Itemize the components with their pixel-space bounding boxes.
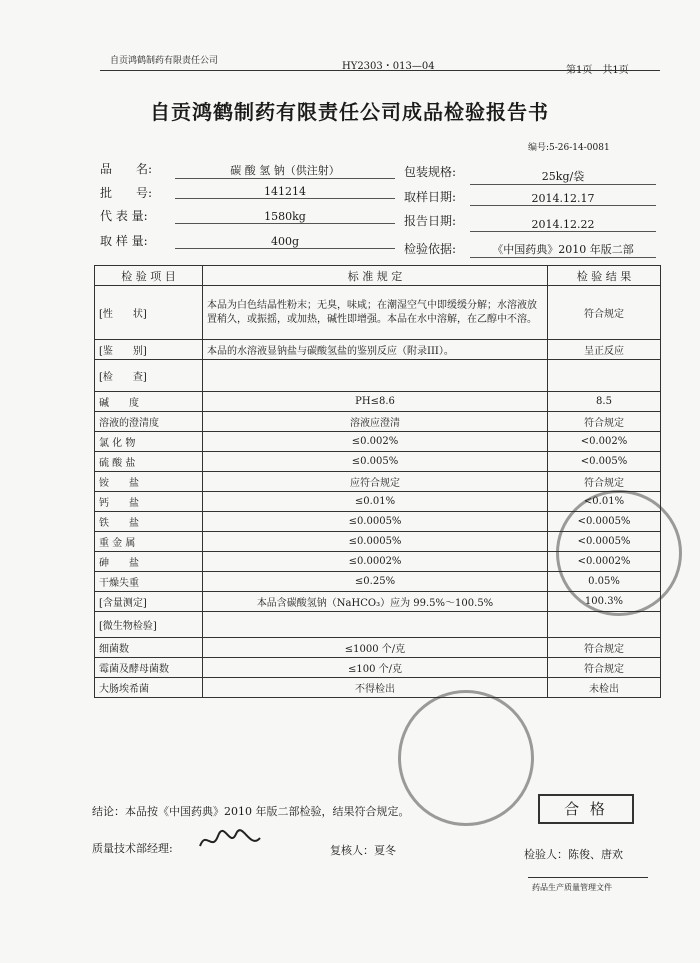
basis-value: 《中国药典》2010 年版二部: [470, 241, 656, 258]
report-date-value: 2014.12.22: [470, 218, 656, 232]
row-result: [548, 612, 661, 638]
row-standard: 本品含碳酸氢钠（NaHCO₃）应为 99.5%～100.5%: [203, 592, 548, 612]
row-item: [微生物检验]: [95, 612, 203, 638]
sample-date-value: 2014.12.17: [470, 192, 656, 206]
batch-label: 批 号:: [100, 186, 153, 200]
footer-text: 药品生产质量管理文件: [532, 883, 612, 892]
document-number: 编号:5-26-14-0081: [528, 143, 610, 153]
row-result: 符合规定: [548, 412, 661, 432]
quality-seal: [398, 690, 534, 826]
row-item: 霉菌及酵母菌数: [95, 658, 203, 678]
row-item: [含量测定]: [95, 592, 203, 612]
row-standard: ≤0.002%: [203, 432, 548, 452]
row-item: 铵 盐: [95, 472, 203, 492]
row-result: 符合规定: [548, 638, 661, 658]
product-value: 碳 酸 氢 钠（供注射）: [175, 162, 395, 179]
row-result: <0.0005%: [548, 532, 661, 552]
row-item: 大肠埃希菌: [95, 678, 203, 698]
row-result: <0.005%: [548, 452, 661, 472]
row-item: 干燥失重: [95, 572, 203, 592]
row-standard: 应符合规定: [203, 472, 548, 492]
conclusion-text: 结论：本品按《中国药典》2010 年版二部检验，结果符合规定。: [92, 805, 410, 818]
column-header-standard: 标 准 规 定: [203, 266, 548, 286]
sample-date-label: 取样日期:: [404, 190, 457, 204]
row-standard: 不得检出: [203, 678, 548, 698]
company-seal: [556, 490, 682, 616]
qualified-stamp: 合 格: [538, 794, 634, 824]
row-item: 碱 度: [95, 392, 203, 412]
table-row: [95, 286, 661, 340]
row-result: <0.0005%: [548, 512, 661, 532]
table-row: [95, 432, 661, 452]
row-result: <0.002%: [548, 432, 661, 452]
row-standard: ≤0.01%: [203, 492, 548, 512]
row-item: 钙 盐: [95, 492, 203, 512]
table-row: [95, 392, 661, 412]
table-row: [95, 678, 661, 698]
pack-label: 包装规格:: [404, 165, 457, 179]
pack-value: 25kg/袋: [470, 168, 656, 185]
row-result: 符合规定: [548, 658, 661, 678]
row-item: 氯 化 物: [95, 432, 203, 452]
row-result: 符合规定: [548, 286, 661, 340]
row-standard: [203, 360, 548, 392]
column-header-item: 检 验 项 目: [95, 266, 203, 286]
page-title: 自贡鸿鹤制药有限责任公司成品检验报告书: [150, 100, 549, 124]
header-company: 自贡鸿鹤制药有限责任公司: [110, 56, 219, 66]
row-item: [检 查]: [95, 360, 203, 392]
row-result: 0.05%: [548, 572, 661, 592]
row-result: <0.01%: [548, 492, 661, 512]
product-label: 品 名:: [100, 162, 153, 176]
basis-label: 检验依据:: [404, 242, 457, 256]
row-item: 溶液的澄清度: [95, 412, 203, 432]
header-page-number: 第1页 共1页: [566, 65, 629, 76]
table-row: [95, 472, 661, 492]
header-divider: [100, 70, 660, 71]
row-result: [548, 360, 661, 392]
footer-divider: [528, 877, 648, 878]
table-row: [95, 612, 661, 638]
row-standard: ≤0.25%: [203, 572, 548, 592]
signature-scrawl: [196, 826, 266, 854]
row-item: 铁 盐: [95, 512, 203, 532]
row-standard: ≤0.005%: [203, 452, 548, 472]
report-date-label: 报告日期:: [404, 214, 457, 228]
row-result: 8.5: [548, 392, 661, 412]
row-standard: 本品为白色结晶性粉末；无臭，味咸；在潮湿空气中即缓缓分解；水溶液放置稍久，或振摇，或加热，碱性即增强。本品在水中溶解，在乙醇中不溶。: [203, 286, 548, 340]
row-item: [性 状]: [95, 286, 203, 340]
column-header-result: 检 验 结 果: [548, 266, 661, 286]
row-standard: ≤0.0005%: [203, 532, 548, 552]
table-row: [95, 658, 661, 678]
inspector-text: 检验人：陈俊、唐欢: [524, 848, 623, 861]
row-standard: ≤100 个/克: [203, 658, 548, 678]
row-standard: 溶液应澄清: [203, 412, 548, 432]
row-item: 细菌数: [95, 638, 203, 658]
table-row: [95, 452, 661, 472]
table-row: [95, 412, 661, 432]
row-standard: 本品的水溶液显钠盐与碳酸氢盐的鉴别反应（附录III）。: [203, 340, 548, 360]
rep-qty-label: 代 表 量:: [100, 209, 148, 223]
row-standard: ≤0.0005%: [203, 512, 548, 532]
sample-qty-value: 400g: [175, 235, 395, 249]
row-result: 100.3%: [548, 592, 661, 612]
table-header-row: [95, 266, 661, 286]
sample-qty-label: 取 样 量:: [100, 234, 148, 248]
row-standard: ≤1000 个/克: [203, 638, 548, 658]
row-standard: PH≤8.6: [203, 392, 548, 412]
row-item: [鉴 别]: [95, 340, 203, 360]
row-result: 未检出: [548, 678, 661, 698]
row-result: <0.0002%: [548, 552, 661, 572]
batch-value: 141214: [175, 185, 395, 199]
header-doc-code: HY2303・013—04: [342, 61, 435, 72]
inspection-table: [94, 265, 661, 698]
row-item: 重 金 属: [95, 532, 203, 552]
table-row: [95, 360, 661, 392]
table-row: [95, 340, 661, 360]
row-result: 符合规定: [548, 472, 661, 492]
row-standard: [203, 612, 548, 638]
row-result: 呈正反应: [548, 340, 661, 360]
row-item: 砷 盐: [95, 552, 203, 572]
rep-qty-value: 1580kg: [175, 210, 395, 224]
reviewer-text: 复核人：夏冬: [330, 844, 396, 857]
row-standard: ≤0.0002%: [203, 552, 548, 572]
qa-manager-label: 质量技术部经理:: [92, 842, 173, 855]
row-item: 硫 酸 盐: [95, 452, 203, 472]
table-row: [95, 638, 661, 658]
